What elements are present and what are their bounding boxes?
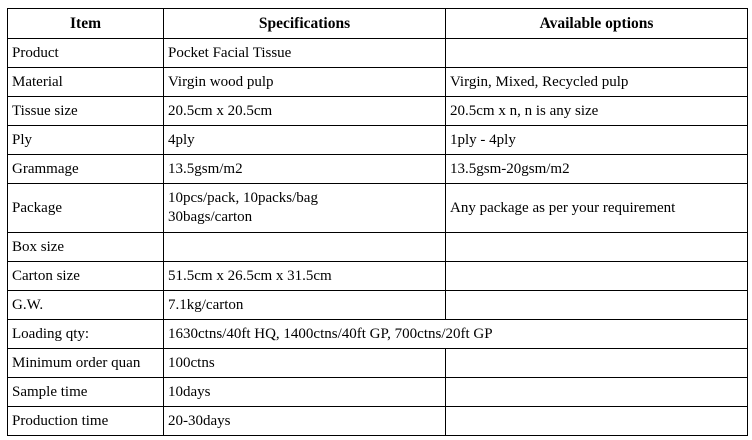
item-cell: Box size [8,233,164,262]
table-row [8,291,748,320]
spec-cell: 100ctns [164,349,446,378]
option-cell: Virgin, Mixed, Recycled pulp [446,68,748,97]
spec-table [7,8,748,436]
table-row [8,262,748,291]
spec-cell: Virgin wood pulp [164,68,446,97]
spec-cell: 7.1kg/carton [164,291,446,320]
spec-cell: 13.5gsm/m2 [164,155,446,184]
option-cell [446,291,748,320]
table-row [8,233,748,262]
table-row [8,155,748,184]
spec-cell: 20-30days [164,407,446,436]
option-cell: 1ply - 4ply [446,126,748,155]
spec-cell: 4ply [164,126,446,155]
header-specifications: Specifications [164,9,446,39]
option-cell: 20.5cm x n, n is any size [446,97,748,126]
option-cell [446,39,748,68]
item-cell: Tissue size [8,97,164,126]
spec-cell: 10days [164,378,446,407]
item-cell: G.W. [8,291,164,320]
table-row [8,320,748,349]
table-row [8,407,748,436]
table-row [8,126,748,155]
spec-cell [164,184,446,233]
option-cell [446,407,748,436]
table-row [8,349,748,378]
header-item: Item [8,9,164,39]
item-cell: Ply [8,126,164,155]
header-available-options: Available options [446,9,748,39]
table-row [8,184,748,233]
table-row [8,378,748,407]
spec-cell: 1630ctns/40ft HQ, 1400ctns/40ft GP, 700ctns/20ft GP [164,320,748,349]
option-cell [446,349,748,378]
option-cell [446,233,748,262]
header-row [8,9,748,39]
spec-cell: Pocket Facial Tissue [164,39,446,68]
table-row [8,39,748,68]
option-cell: 13.5gsm-20gsm/m2 [446,155,748,184]
item-cell: Material [8,68,164,97]
item-cell: Grammage [8,155,164,184]
option-cell: Any package as per your requirement [446,184,748,233]
item-cell: Carton size [8,262,164,291]
spec-cell [164,233,446,262]
spec-cell: 51.5cm x 26.5cm x 31.5cm [164,262,446,291]
spec-line: 30bags/carton [168,209,253,225]
spec-cell: 20.5cm x 20.5cm [164,97,446,126]
table-row [8,68,748,97]
item-cell: Sample time [8,378,164,407]
option-cell [446,378,748,407]
item-cell: Loading qty: [8,320,164,349]
spec-line: 10pcs/pack, 10packs/bag [168,190,318,206]
item-cell: Package [8,184,164,233]
item-cell: Production time [8,407,164,436]
option-cell [446,262,748,291]
item-cell: Minimum order quan [8,349,164,378]
table-row [8,97,748,126]
item-cell: Product [8,39,164,68]
